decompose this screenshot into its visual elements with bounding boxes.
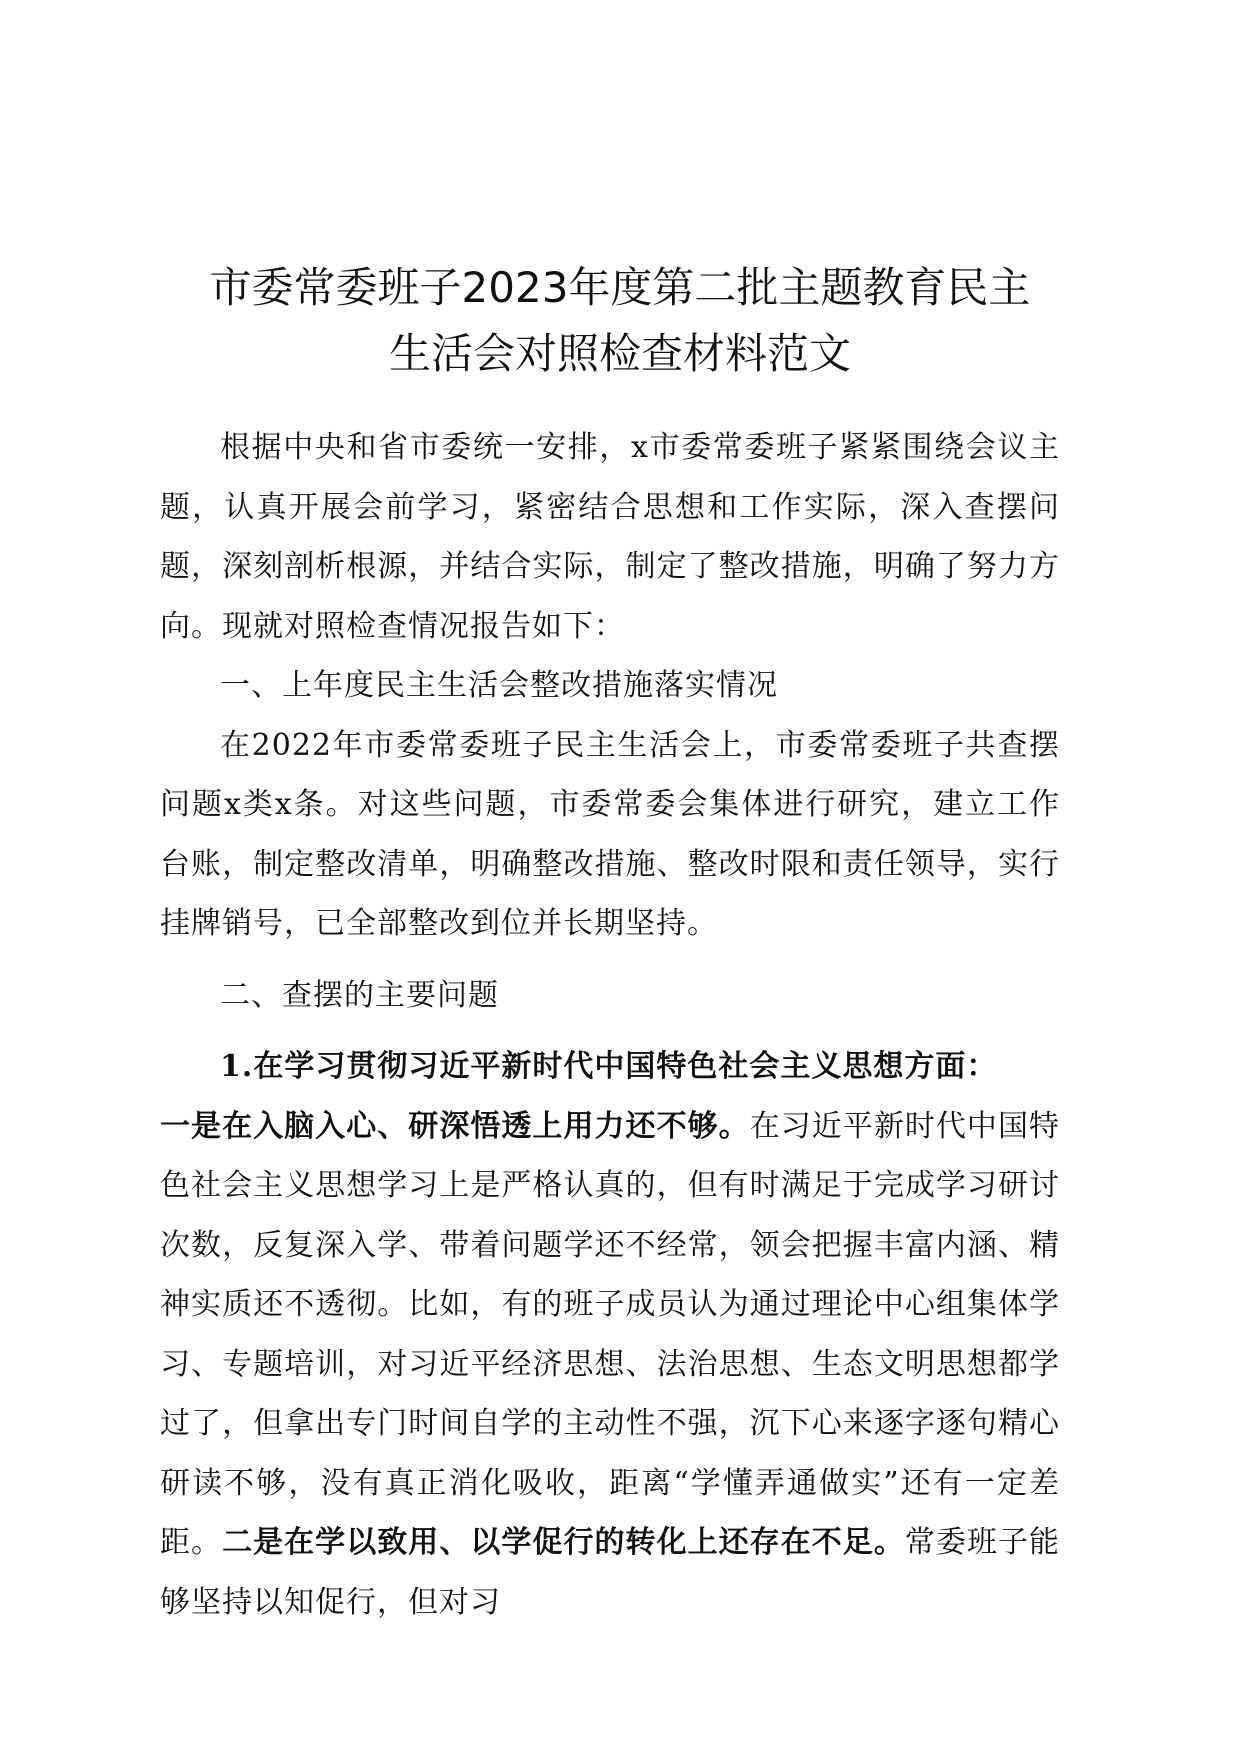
point-2-text: 常委班子能够坚持以知促行，但对习 bbox=[160, 1525, 1061, 1620]
point-1-text: 在习近平新时代中国特色社会主义思想学习上是严格认真的，但有时满足于完成学习研讨次数，反复深入学、带着问题学还不经常，领会把握丰富内涵、精神实质还不透彻。比如，有的班子成员认为通过理论中心组集体学习、专题培训，对习近平经济思想、法治思想、生态文明思想都学过了，但拿出专门时间自学的主动性不强，沉下心来逐字逐句精心研读不够，没有真正消化吸收，距离“学懂弄通做实”还有一定差距。 bbox=[160, 1108, 1061, 1560]
item-1-heading: 1.在学习贯彻习近平新时代中国特色社会主义思想方面： bbox=[220, 1049, 998, 1084]
item-1-paragraph bbox=[160, 1097, 1060, 1633]
document-title bbox=[150, 255, 1090, 387]
section-1-heading: 一、上年度民主生活会整改措施落实情况 bbox=[220, 668, 778, 703]
title-line-2: 生活会对照检查材料范文 bbox=[388, 329, 851, 378]
title-line-1: 市委常委班子2023年度第二批主题教育民主 bbox=[209, 263, 1031, 312]
document-body bbox=[160, 418, 1060, 1632]
section-2-heading: 二、查摆的主要问题 bbox=[220, 977, 499, 1013]
point-1-lead: 一是在入脑入心、研深悟透上用力还不够。 bbox=[160, 1108, 750, 1144]
point-2-lead: 二是在学以致用、以学促行的转化上还存在不足。 bbox=[222, 1525, 905, 1560]
intro-paragraph: 根据中央和省市委统一安排，x市委常委班子紧紧围绕会议主题，认真开展会前学习，紧密结合思想和工作实际，深入查摆问题，深刻剖析根源，并结合实际，制定了整改措施，明确了努力方向。现就对照检查情况报告如下： bbox=[160, 430, 1060, 644]
section-1-paragraph: 在2022年市委常委班子民主生活会上，市委常委班子共查摆问题x类x条。对这些问题，市委常委会集体进行研究，建立工作台账，制定整改清单，明确整改措施、整改时限和责任领导，实行挂牌销号，已全部整改到位并长期坚持。 bbox=[160, 727, 1060, 941]
